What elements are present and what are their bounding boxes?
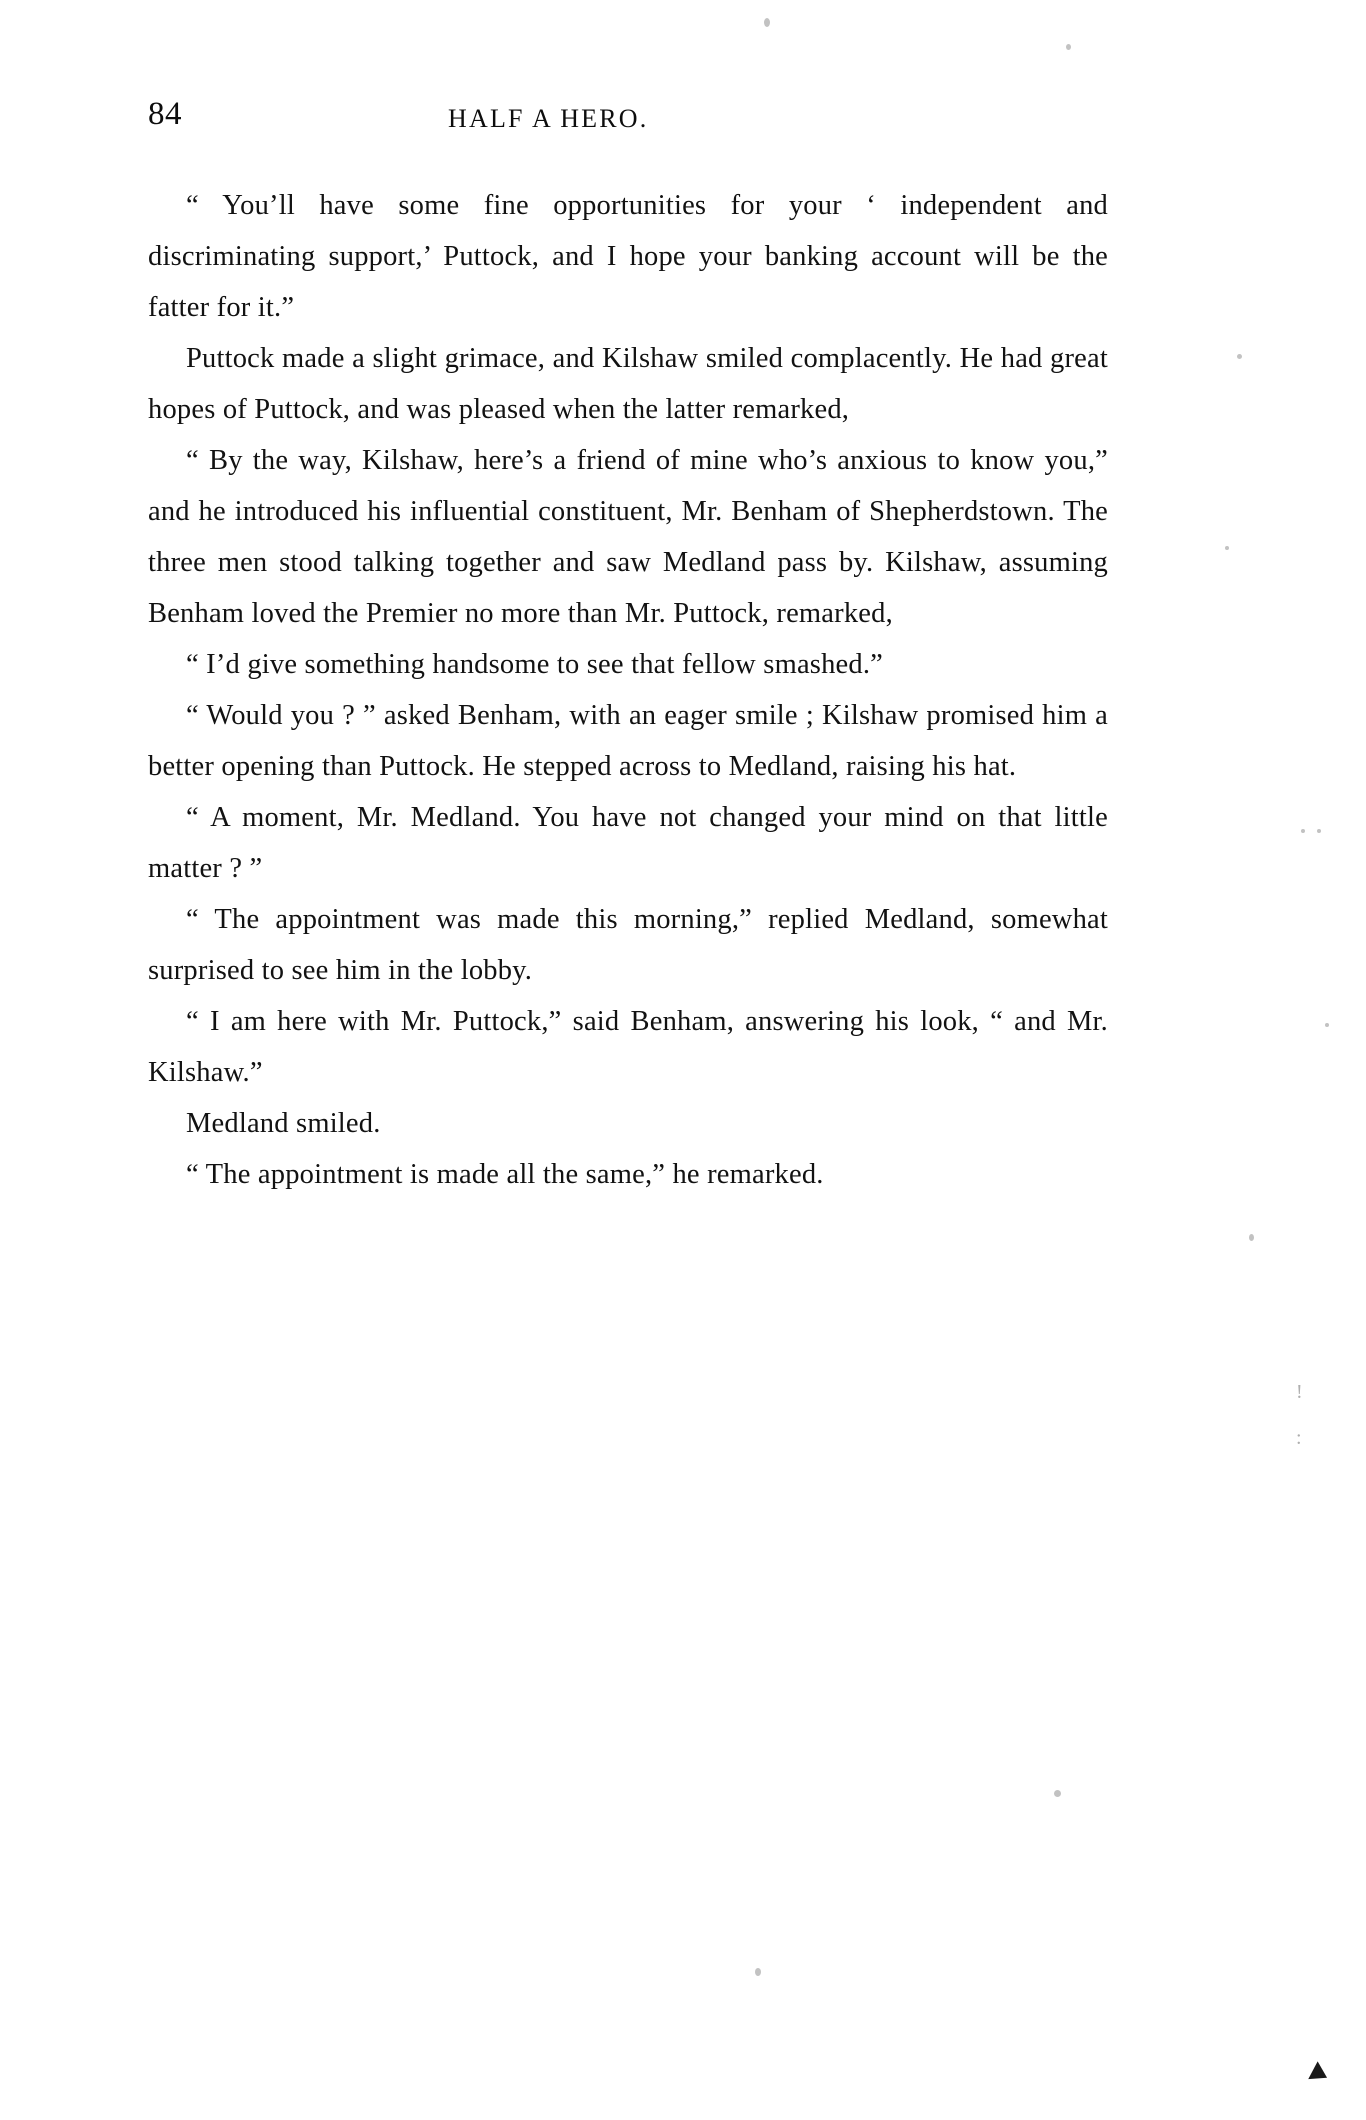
page-content (148, 96, 1108, 1200)
scan-speck (1301, 829, 1305, 833)
paragraph: “ The appointment was made this morning,” replied Medland, somewhat surprised to see him in the lobby. (148, 904, 1108, 986)
paragraph: “ I’d give something handsome to see that fellow smashed.” (186, 649, 884, 680)
paragraph: “ By the way, Kilshaw, here’s a friend of mine who’s anxious to know you,” and he introduced his influential constituent, Mr. Benham of Shepherdstown. The three men stood talking together and saw Medland pass by. Kilshaw, assuming Benham loved the Premier no more than Mr. Puttock, remarked, (148, 445, 1108, 629)
body-text (148, 180, 1108, 1200)
scan-speck (1054, 1790, 1061, 1797)
running-head: HALF A HERO. (448, 104, 649, 133)
page-number: 84 (148, 96, 182, 132)
scan-speck (755, 1968, 761, 1976)
paragraph: “ I am here with Mr. Puttock,” said Benham, answering his look, “ and Mr. Kilshaw.” (148, 1006, 1108, 1088)
paragraph: “ A moment, Mr. Medland. You have not changed your mind on that little matter ? ” (148, 802, 1108, 884)
scan-speck (1325, 1023, 1329, 1027)
page-corner-arrow-icon (1308, 2061, 1332, 2086)
paragraph: “ Would you ? ” asked Benham, with an eager smile ; Kilshaw promised him a better opening than Puttock. He stepped across to Medland, raising his hat. (148, 700, 1108, 782)
paragraph: Medland smiled. (186, 1108, 381, 1139)
scan-speck (1317, 829, 1321, 833)
scan-edge-mark: ! (1296, 1381, 1303, 1403)
scan-speck (764, 18, 770, 27)
scan-speck (1066, 44, 1071, 50)
paragraph: “ You’ll have some fine opportunities for your ‘ independent and discriminating support,’ Puttock, and I hope your banking account will be the fatter for it.” (148, 190, 1108, 323)
page-header (148, 96, 1108, 154)
scan-speck (1225, 546, 1229, 550)
scan-edge-mark: : (1296, 1427, 1302, 1449)
paragraph: Puttock made a slight grimace, and Kilshaw smiled complacently. He had great hopes of Puttock, and was pleased when the latter remarked, (148, 343, 1108, 425)
scan-speck (1249, 1234, 1254, 1241)
paragraph: “ The appointment is made all the same,” he remarked. (186, 1159, 824, 1190)
scan-speck (1237, 354, 1242, 359)
